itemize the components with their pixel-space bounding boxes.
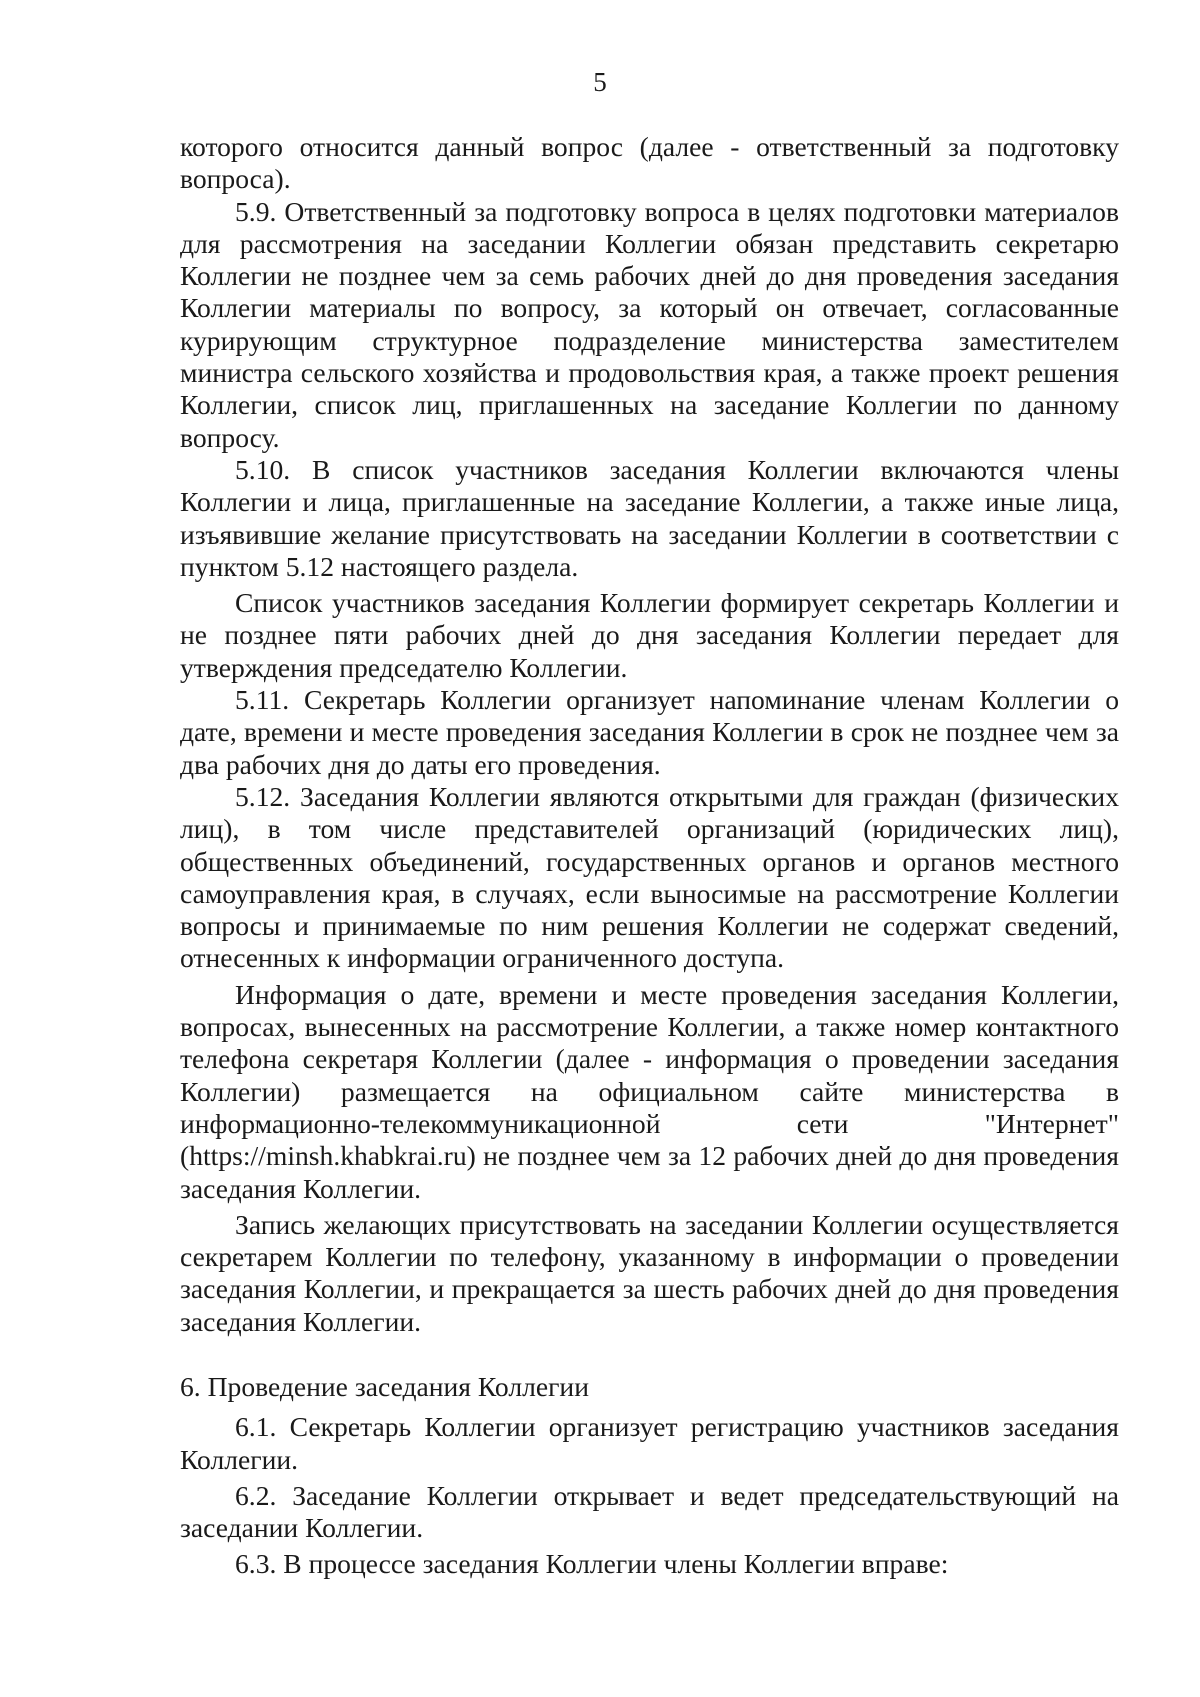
paragraph-6-2: 6.2. Заседание Коллегии открывает и ведет председательствующий на заседании Коллегии. [180, 1479, 1119, 1544]
paragraph-continuation: которого относится данный вопрос (далее - ответственный за подготовку вопроса). [180, 131, 1119, 195]
paragraph-5-12-info: Информация о дате, времени и месте проведения заседания Коллегии, вопросах, вынесенных на рассмотрение Коллегии, а также номер контактного телефона секретаря Коллегии (далее - информация о проведении заседания Коллегии) размещается на официальном сайте министерства в информационно-телекоммуникационной сети "Интернет" (https://minsh.khabkrai.ru) не позднее чем за 12 рабочих дней до дня проведения заседания Коллегии. [180, 978, 1119, 1204]
paragraph-5-12: 5.12. Заседания Коллегии являются открытыми для граждан (физических лиц), в том числе представителей организаций (юридических лиц), общественных объединений, государственных органов и органов местного самоуправления края, в случаях, если выносимые на рассмотрение Коллегии вопросы и принимаемые по ним решения Коллегии не содержат сведений, отнесенных к информации ограниченного доступа. [180, 780, 1119, 974]
paragraph-6-3: 6.3. В процессе заседания Коллегии члены Коллегии вправе: [235, 1548, 949, 1580]
paragraph-5-10: 5.10. В список участников заседания Коллегии включаются члены Коллегии и лица, приглашенные на заседание Коллегии, а также иные лица, изъявившие желание присутствовать на заседании Коллегии в соответствии с пунктом 5.12 настоящего раздела. [180, 453, 1119, 582]
paragraph-5-9: 5.9. Ответственный за подготовку вопроса в целях подготовки материалов для рассмотрения на заседании Коллегии обязан представить секретарю Коллегии не позднее чем за семь рабочих дней до дня проведения заседания Коллегии материалы по вопросу, за который он отвечает, согласованные курирующим структурное подразделение министерства заместителем министра сельского хозяйства и продовольствия края, а также проект решения Коллегии, список лиц, приглашенных на заседание Коллегии по данному вопросу. [180, 195, 1119, 453]
paragraph-5-12-registration: Запись желающих присутствовать на заседании Коллегии осуществляется секретарем Коллегии по телефону, указанному в информации о проведении заседания Коллегии, и прекращается за шесть рабочих дней до дня проведения заседания Коллегии. [180, 1208, 1119, 1337]
paragraph-6-1: 6.1. Секретарь Коллегии организует регистрацию участников заседания Коллегии. [180, 1411, 1119, 1475]
paragraph-5-11: 5.11. Секретарь Коллегии организует напоминание членам Коллегии о дате, времени и месте проведения заседания Коллегии в срок не позднее чем за два рабочих дня до даты его проведения. [180, 684, 1119, 780]
document-body [180, 131, 1119, 1581]
page-number: 5 [593, 67, 607, 97]
section-6-title: 6. Проведение заседания Коллегии [180, 1370, 589, 1402]
paragraph-5-10-list: Список участников заседания Коллегии формирует секретарь Коллегии и не позднее пяти рабочих дней до дня заседания Коллегии передает для утверждения председателю Коллегии. [180, 587, 1119, 683]
